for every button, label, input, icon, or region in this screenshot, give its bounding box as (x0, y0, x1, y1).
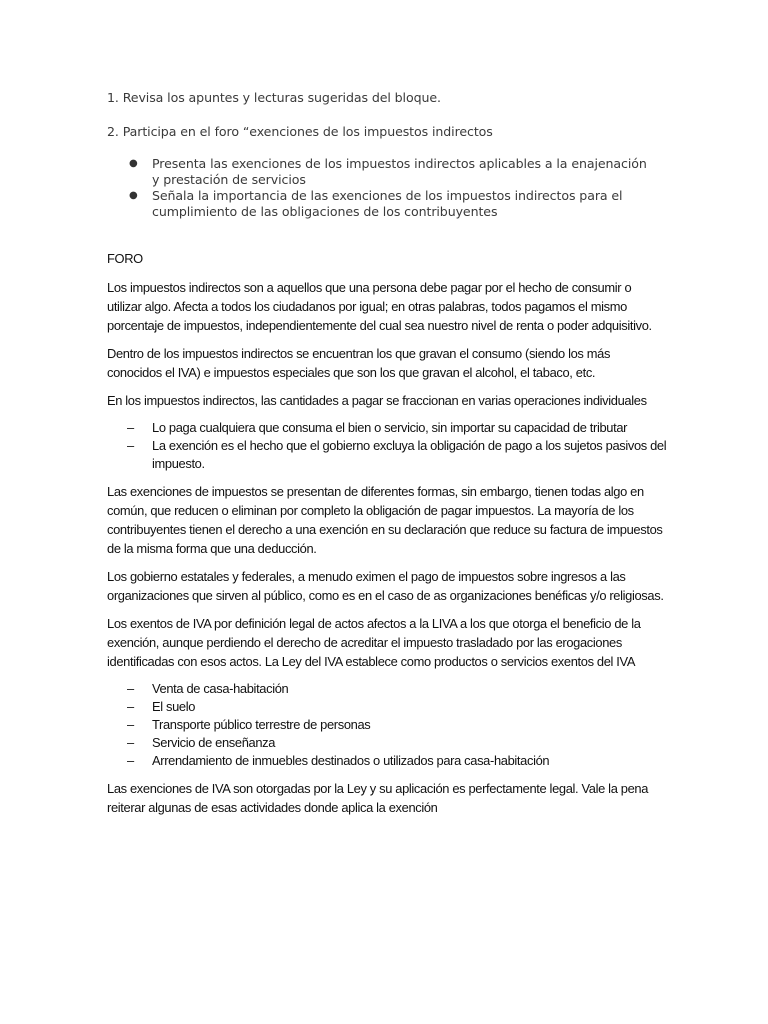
instructions-section (107, 89, 707, 220)
foro-heading: FORO (107, 251, 143, 266)
list-item-text: La exención es el hecho que el gobierno excluya la obligación de pago a los sujetos pasivos del impuesto. (152, 438, 667, 471)
instruction-step-2: 2. Participa en el foro “exenciones de los impuestos indirectos (107, 124, 493, 139)
paragraph-2: Dentro de los impuestos indirectos se encuentran los que gravan el consumo (siendo los más conocidos el IVA) e impuestos especiales que son los que gravan el alcohol, el tabaco, etc. (107, 346, 611, 380)
instruction-bullet-list (107, 156, 707, 220)
list-item-text: Venta de casa-habitación (152, 681, 289, 696)
list-item (107, 419, 667, 437)
instruction-bullet-text: Presenta las exenciones de los impuestos indirectos aplicables a la enajenación y prestación de servicios (152, 156, 647, 187)
dash-icon: – (127, 735, 134, 750)
bullet-icon: ● (129, 158, 138, 169)
paragraph-5: Los gobierno estatales y federales, a menudo eximen el pago de impuestos sobre ingresos a las organizaciones que sirven al público, como es en el caso de as organizaciones benéficas y/o religiosas. (107, 569, 664, 603)
dash-list-exempt-services (107, 680, 667, 770)
dash-list-characteristics (107, 419, 667, 473)
list-item (107, 680, 667, 698)
instruction-bullet-text: Señala la importancia de las exenciones de los impuestos indirectos para el cumplimiento de las obligaciones de los contribuyentes (152, 188, 623, 219)
dash-icon: – (127, 699, 134, 714)
dash-icon: – (127, 681, 134, 696)
list-item-text: Lo paga cualquiera que consuma el bien o servicio, sin importar su capacidad de tributar (152, 420, 628, 435)
list-item-text: Transporte público terrestre de personas (152, 717, 371, 732)
instruction-bullet-item (107, 156, 652, 188)
dash-icon: – (127, 420, 134, 435)
paragraph-4: Las exenciones de impuestos se presentan de diferentes formas, sin embargo, tienen todas algo en común, que reducen o eliminan por completo la obligación de pagar impuestos. La mayoría de los contribuyentes tienen el derecho a una exención en su declaración que reduce su factura de impuestos de la misma forma que una deducción. (107, 484, 663, 556)
list-item (107, 716, 667, 734)
list-item (107, 698, 667, 716)
list-item (107, 437, 667, 473)
dash-icon: – (127, 717, 134, 732)
foro-section (107, 249, 667, 826)
paragraph-3: En los impuestos indirectos, las cantidades a pagar se fraccionan en varias operaciones individuales (107, 393, 647, 408)
instruction-step-1: 1. Revisa los apuntes y lecturas sugeridas del bloque. (107, 90, 441, 105)
dash-icon: – (127, 438, 134, 453)
paragraph-1: Los impuestos indirectos son a aquellos que una persona debe pagar por el hecho de consumir o utilizar algo. Afecta a todos los ciudadanos por igual; en otras palabras, todos pagamos el mismo porcentaje de impuestos, independientemente del cual sea nuestro nivel de renta o poder adquisitivo. (107, 280, 652, 333)
list-item-text: Servicio de enseñanza (152, 735, 276, 750)
list-item-text: Arrendamiento de inmuebles destinados o utilizados para casa-habitación (152, 753, 550, 768)
list-item (107, 734, 667, 752)
list-item-text: El suelo (152, 699, 196, 714)
paragraph-6: Los exentos de IVA por definición legal de actos afectos a la LIVA a los que otorga el beneficio de la exención, aunque perdiendo el derecho de acreditar el impuesto trasladado por las erogaciones identificadas con esos actos. La Ley del IVA establece como productos o servicios exentos del IVA (107, 616, 641, 669)
list-item (107, 752, 667, 770)
instruction-bullet-item (107, 188, 652, 220)
paragraph-7: Las exenciones de IVA son otorgadas por la Ley y su aplicación es perfectamente legal. Vale la pena reiterar algunas de esas actividades donde aplica la exención (107, 781, 649, 815)
bullet-icon: ● (129, 190, 138, 201)
dash-icon: – (127, 753, 134, 768)
